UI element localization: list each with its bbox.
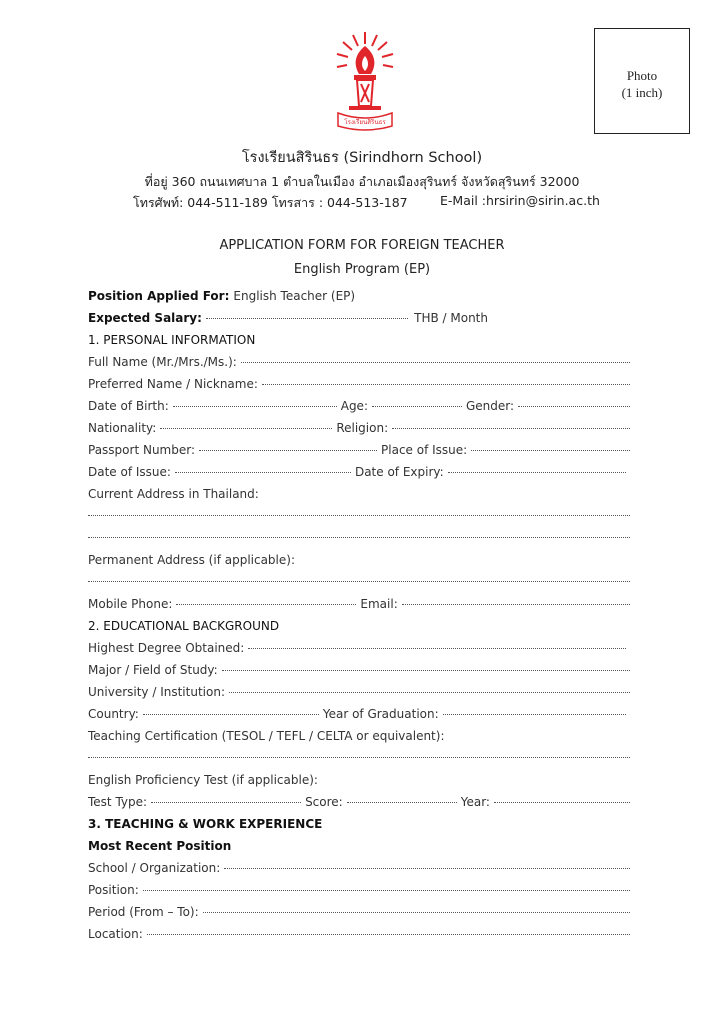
current-address-line-1 bbox=[88, 506, 634, 526]
degree-row bbox=[88, 638, 630, 658]
certification-line bbox=[88, 748, 634, 768]
form-title: APPLICATION FORM FOR FOREIGN TEACHER bbox=[219, 238, 505, 253]
location-row bbox=[88, 924, 634, 944]
country-field[interactable] bbox=[143, 702, 319, 715]
age-label: Age: bbox=[340, 399, 368, 413]
period-label: Period (From – To): bbox=[88, 905, 199, 919]
passport-row bbox=[88, 440, 634, 460]
year-label: Year: bbox=[460, 795, 490, 809]
major-row bbox=[88, 660, 634, 680]
nickname-field[interactable] bbox=[262, 372, 630, 385]
photo-label: Photo bbox=[626, 68, 658, 83]
certification-row bbox=[88, 726, 634, 746]
current-address-field-1[interactable] bbox=[88, 503, 630, 516]
grad-year-field[interactable] bbox=[443, 702, 626, 715]
passport-label: Passport Number: bbox=[88, 443, 196, 457]
age-field[interactable] bbox=[372, 394, 462, 407]
period-field[interactable] bbox=[203, 900, 630, 913]
test-type-label: Test Type: bbox=[88, 795, 148, 809]
work-position-field[interactable] bbox=[143, 878, 630, 891]
photo-size-label: (1 inch) bbox=[621, 85, 663, 100]
university-field[interactable] bbox=[229, 680, 630, 693]
mobile-label: Mobile Phone: bbox=[88, 597, 173, 611]
certification-label: Teaching Certification (TESOL / TEFL / CELTA or equivalent): bbox=[88, 729, 445, 743]
most-recent-position-heading: Most Recent Position bbox=[88, 839, 232, 853]
nationality-row bbox=[88, 418, 634, 438]
nationality-field[interactable] bbox=[160, 416, 332, 429]
school-crest-icon bbox=[335, 30, 395, 132]
certification-field[interactable] bbox=[88, 745, 630, 758]
photo-box bbox=[594, 28, 690, 134]
country-label: Country: bbox=[88, 707, 139, 721]
full-name-row bbox=[88, 352, 634, 372]
dob-field[interactable] bbox=[173, 394, 337, 407]
passport-field[interactable] bbox=[199, 438, 377, 451]
location-field[interactable] bbox=[147, 922, 630, 935]
logo-text: โรงเรียนสิรินธร bbox=[344, 119, 386, 126]
major-field[interactable] bbox=[222, 658, 630, 671]
email-field[interactable] bbox=[402, 592, 630, 605]
major-label: Major / Field of Study: bbox=[88, 663, 218, 677]
score-label: Score: bbox=[305, 795, 343, 809]
country-row bbox=[88, 704, 630, 724]
grad-year-label: Year of Graduation: bbox=[322, 707, 439, 721]
religion-label: Religion: bbox=[336, 421, 389, 435]
position-applied-row bbox=[88, 286, 634, 306]
expected-salary-row bbox=[88, 308, 488, 328]
date-issue-field[interactable] bbox=[175, 460, 351, 473]
position-applied-value: English Teacher (EP) bbox=[233, 289, 356, 303]
location-label: Location: bbox=[88, 927, 143, 941]
school-email: E-Mail :hrsirin@sirin.ac.th bbox=[440, 193, 600, 208]
current-address-field-2[interactable] bbox=[88, 525, 630, 538]
section-experience-heading: 3. TEACHING & WORK EXPERIENCE bbox=[88, 817, 323, 831]
contact-row bbox=[88, 594, 634, 614]
work-position-label: Position: bbox=[88, 883, 139, 897]
test-type-field[interactable] bbox=[151, 790, 301, 803]
place-issue-label: Place of Issue: bbox=[381, 443, 468, 457]
dob-row bbox=[88, 396, 634, 416]
university-row bbox=[88, 682, 634, 702]
gender-field[interactable] bbox=[518, 394, 630, 407]
school-name: โรงเรียนสิรินธร (Sirindhorn School) bbox=[241, 150, 483, 166]
dob-label: Date of Birth: bbox=[88, 399, 169, 413]
permanent-address-row bbox=[88, 550, 634, 570]
current-address-row bbox=[88, 484, 634, 504]
university-label: University / Institution: bbox=[88, 685, 225, 699]
current-address-line-2 bbox=[88, 528, 634, 548]
work-position-row bbox=[88, 880, 634, 900]
issue-date-row bbox=[88, 462, 630, 482]
religion-field[interactable] bbox=[392, 416, 630, 429]
full-name-label: Full Name (Mr./Mrs./Ms.): bbox=[88, 355, 237, 369]
section-education-heading: 2. EDUCATIONAL BACKGROUND bbox=[88, 619, 280, 633]
permanent-address-field[interactable] bbox=[88, 569, 630, 582]
proficiency-label: English Proficiency Test (if applicable): bbox=[88, 773, 318, 787]
school-phone: โทรศัพท์: 044-511-189 โทรสาร : 044-513-187 bbox=[133, 195, 408, 210]
place-issue-field[interactable] bbox=[471, 438, 630, 451]
nickname-row bbox=[88, 374, 634, 394]
expected-salary-label: Expected Salary: bbox=[88, 311, 202, 325]
school-field[interactable] bbox=[224, 856, 630, 869]
school-address: ที่อยู่ 360 ถนนเทศบาล 1 ตำบลในเมือง อำเภอเมืองสุรินทร์ จังหวัดสุรินทร์ 32000 bbox=[144, 174, 580, 189]
date-issue-label: Date of Issue: bbox=[88, 465, 171, 479]
period-row bbox=[88, 902, 634, 922]
degree-field[interactable] bbox=[248, 636, 626, 649]
full-name-field[interactable] bbox=[241, 350, 630, 363]
nickname-label: Preferred Name / Nickname: bbox=[88, 377, 258, 391]
salary-unit: THB / Month bbox=[414, 311, 488, 325]
school-label: School / Organization: bbox=[88, 861, 221, 875]
permanent-address-label: Permanent Address (if applicable): bbox=[88, 553, 295, 567]
current-address-label: Current Address in Thailand: bbox=[88, 487, 259, 501]
expected-salary-field[interactable] bbox=[206, 306, 408, 319]
test-row bbox=[88, 792, 634, 812]
form-subtitle: English Program (EP) bbox=[293, 262, 431, 277]
date-expiry-label: Date of Expiry: bbox=[354, 465, 444, 479]
section-personal-heading: 1. PERSONAL INFORMATION bbox=[88, 333, 256, 347]
permanent-address-line bbox=[88, 572, 634, 592]
nationality-label: Nationality: bbox=[88, 421, 157, 435]
degree-label: Highest Degree Obtained: bbox=[88, 641, 245, 655]
proficiency-row bbox=[88, 770, 634, 790]
position-applied-label: Position Applied For: bbox=[88, 289, 230, 303]
email-label: Email: bbox=[360, 597, 398, 611]
school-row bbox=[88, 858, 634, 878]
year-field[interactable] bbox=[494, 790, 630, 803]
gender-label: Gender: bbox=[466, 399, 515, 413]
score-field[interactable] bbox=[347, 790, 457, 803]
mobile-field[interactable] bbox=[176, 592, 356, 605]
date-expiry-field[interactable] bbox=[448, 460, 626, 473]
